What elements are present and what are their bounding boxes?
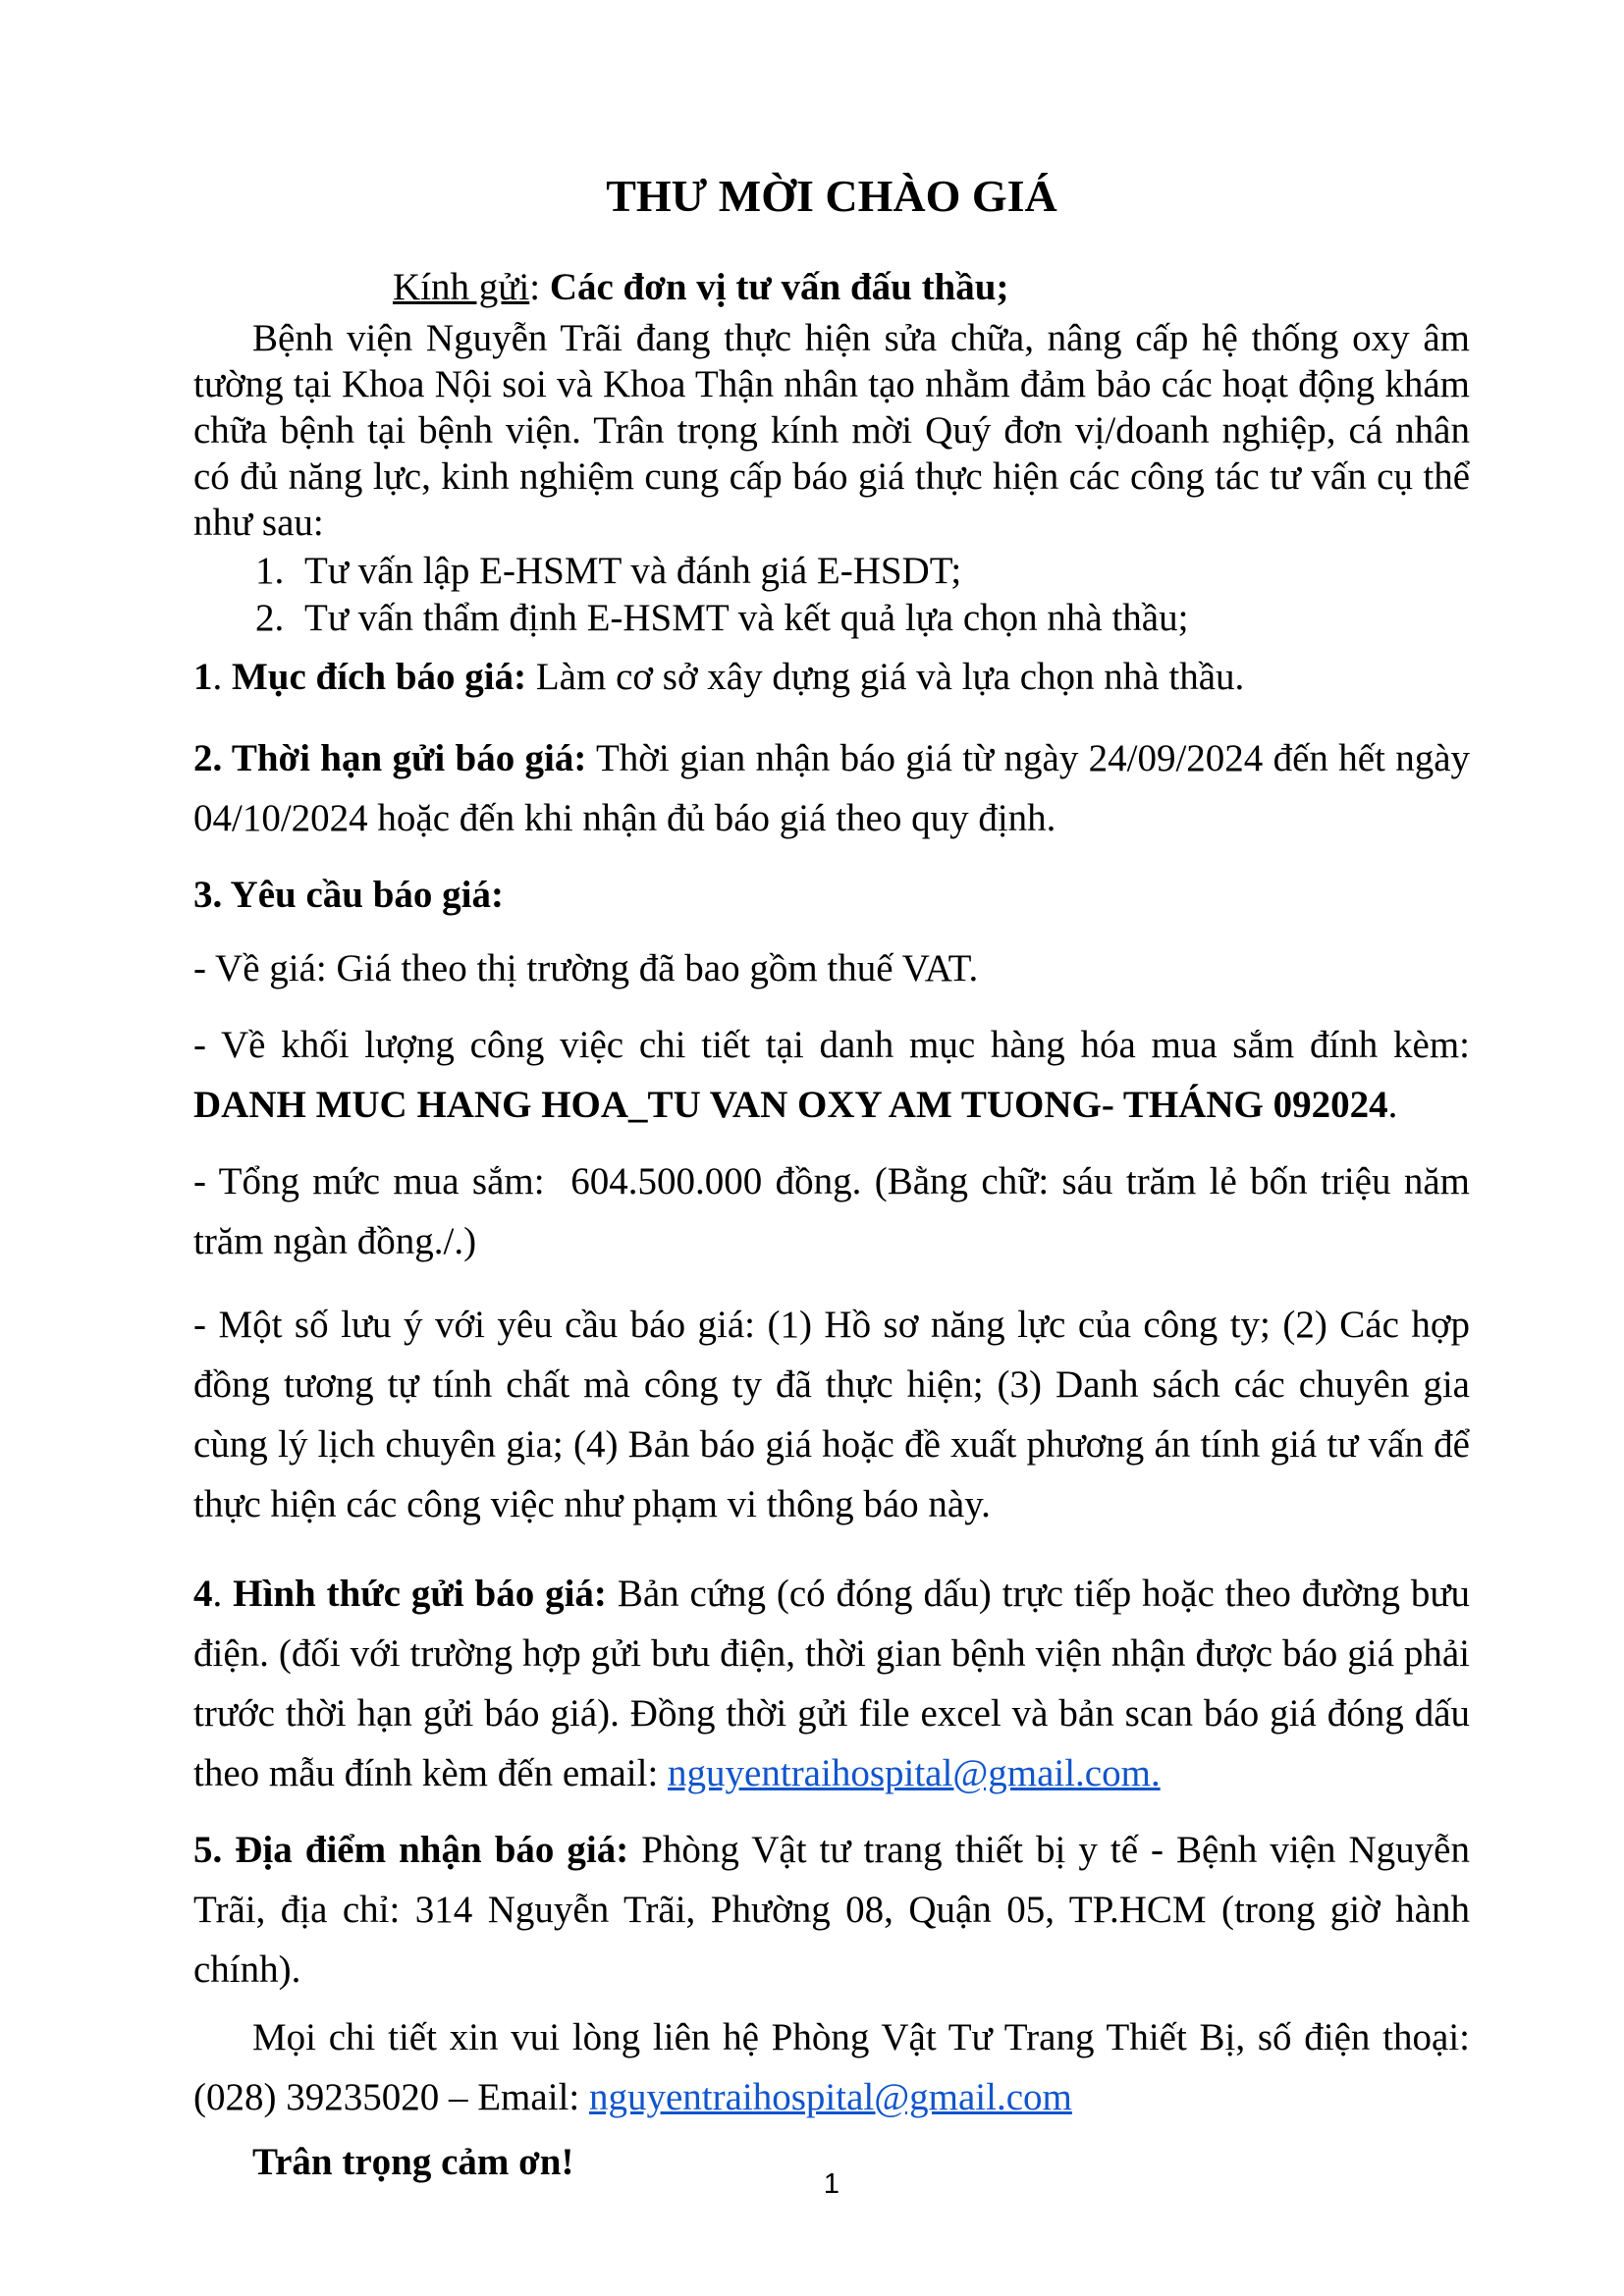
text-segment: . xyxy=(1387,1084,1398,1126)
salutation-line xyxy=(393,264,1470,310)
text-segment: - Về khối lượng công việc chi tiết tại danh mục hàng hóa mua sắm đính kèm: xyxy=(193,1024,1470,1066)
text-segment: 2. Thời hạn gửi báo giá: xyxy=(193,737,587,779)
text-segment: Trân trọng cảm ơn! xyxy=(252,2141,574,2183)
text-segment: 1 xyxy=(193,656,213,698)
section-requirements-heading xyxy=(193,865,1470,925)
text-segment: Các đơn vị tư vấn đấu thầu; xyxy=(549,266,1009,308)
section-deadline xyxy=(193,728,1470,848)
text-segment: Bệnh viện Nguyễn Trãi đang thực hiện sửa chữa, nâng cấp hệ thống oxy âm tường tại Khoa Nội soi và Khoa Thận nhân tạo nhằm đảm bảo các hoạt động khám chữa bệnh tại bệnh viện. Trân trọng kính mời Quý đơn vị/doanh nghiệp, cá nhân có đủ năng lực, kinh nghiệm cung cấp báo giá thực hiện các công tác tư vấn cụ thể như sau: xyxy=(193,317,1470,544)
contact-paragraph xyxy=(193,2007,1470,2127)
task-item-text: Tư vấn lập E-HSMT và đánh giá E-HSDT; xyxy=(304,550,962,592)
page-number: 1 xyxy=(823,2168,840,2200)
text-segment: 5. Địa điểm nhận báo giá: xyxy=(193,1829,629,1871)
email-link[interactable]: nguyentraihospital@gmail.com xyxy=(588,2076,1072,2118)
task-list xyxy=(193,548,1470,642)
task-list-item xyxy=(255,548,1470,595)
requirement-notes xyxy=(193,1295,1470,1534)
text-segment: Mọi chi tiết xin vui lòng liên hệ Phòng Vật Tư Trang Thiết Bị, số điện thoại: (028) 39235020 – Email: xyxy=(193,2016,1470,2118)
text-segment: . xyxy=(212,1573,234,1615)
task-list-item xyxy=(255,595,1470,642)
text-segment: : xyxy=(529,266,550,308)
text-segment: 4 xyxy=(193,1573,213,1615)
section-location xyxy=(193,1820,1470,2000)
text-segment: Bản cứng (có đóng dấu) trực tiếp hoặc theo đường bưu điện. (đối với trường hợp gửi bưu điện, thời gian bệnh viện nhận được báo giá phải trước thời hạn gửi báo giá). Đồng thời gửi file excel và bản scan báo giá đóng dấu theo mẫu đính kèm đến email: xyxy=(193,1573,1471,1794)
text-segment: Kính gửi xyxy=(393,266,530,308)
section-purpose xyxy=(193,647,1470,707)
text-segment: Mục đích báo giá: xyxy=(232,656,527,698)
requirement-price xyxy=(193,938,1470,998)
task-item-number: 1. xyxy=(255,550,285,592)
text-segment: Phòng Vật tư trang thiết bị y tế - Bệnh viện Nguyễn Trãi, địa chỉ: 314 Nguyễn Trãi, Phường 08, Quận 05, TP.HCM (trong giờ hành chính). xyxy=(193,1829,1470,1991)
text-segment: Thời gian nhận báo giá từ ngày 24/09/2024 đến hết ngày 04/10/2024 hoặc đến khi nhận đủ báo giá theo quy định. xyxy=(193,737,1470,839)
document-title: THƯ MỜI CHÀO GIÁ xyxy=(606,171,1057,221)
text-segment: 3. Yêu cầu báo giá: xyxy=(193,874,504,916)
intro-paragraph xyxy=(193,315,1470,546)
text-segment: - Một số lưu ý với yêu cầu báo giá: (1) Hồ sơ năng lực của công ty; (2) Các hợp đồng tương tự tính chất mà công ty đã thực hiện; (3) Danh sách các chuyên gia cùng lý lịch chuyên gia; (4) Bản báo giá hoặc đề xuất phương án tính giá tư vấn để thực hiện các công việc như phạm vi thông báo này. xyxy=(193,1304,1470,1525)
task-item-text: Tư vấn thẩm định E-HSMT và kết quả lựa chọn nhà thầu; xyxy=(304,597,1189,639)
text-segment: Hình thức gửi báo giá: xyxy=(233,1573,607,1615)
email-link[interactable]: nguyentraihospital@gmail.com. xyxy=(668,1752,1161,1794)
section-delivery xyxy=(193,1564,1470,1803)
text-segment: - Tổng mức mua sắm: 604.500.000 đồng. (Bằng chữ: sáu trăm lẻ bốn triệu năm trăm ngàn đồng./.) xyxy=(193,1160,1470,1262)
text-segment: Làm cơ sở xây dựng giá và lựa chọn nhà thầu. xyxy=(526,656,1245,698)
text-segment: . xyxy=(212,656,232,698)
text-segment: DANH MUC HANG HOA_TU VAN OXY AM TUONG- THÁNG 092024 xyxy=(193,1084,1388,1126)
requirement-total xyxy=(193,1151,1470,1271)
requirement-scope xyxy=(193,1015,1470,1135)
text-segment: - Về giá: Giá theo thị trường đã bao gồm thuế VAT. xyxy=(193,947,979,989)
task-item-number: 2. xyxy=(255,597,285,639)
